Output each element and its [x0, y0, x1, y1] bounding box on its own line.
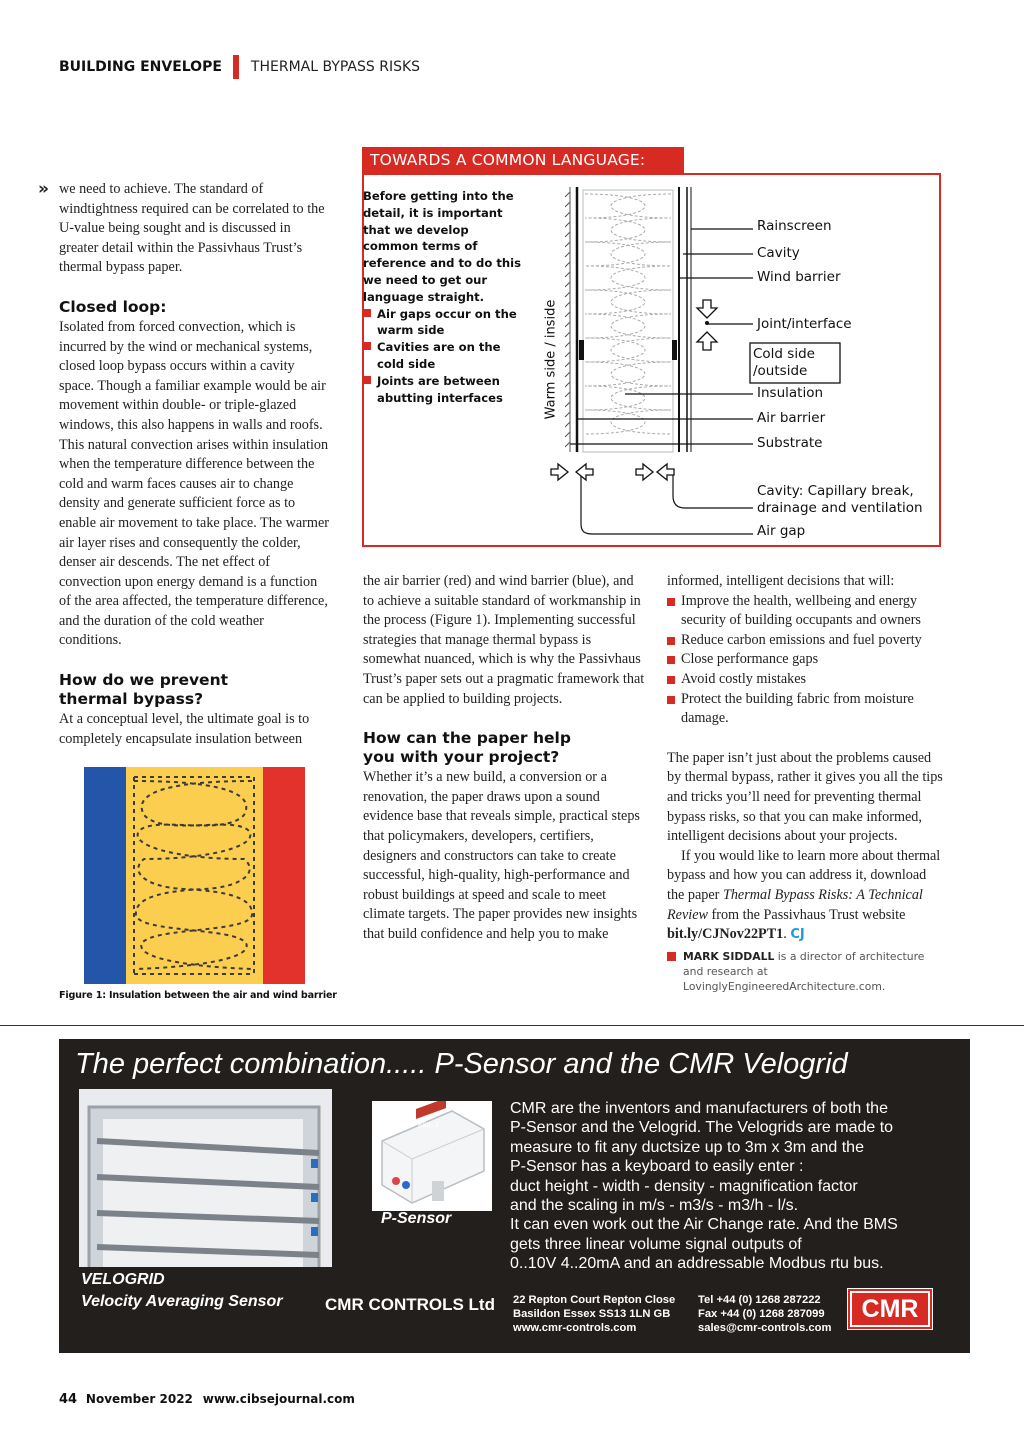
- author-bio: is a director of architecture and research at LovinglyEngineeredArchitecture.com.: [683, 949, 925, 993]
- closed-loop-heading: Closed loop:: [59, 297, 167, 316]
- sidebar-bullet: Cavities are on the cold side: [363, 339, 523, 373]
- label-insulation: Insulation: [757, 385, 824, 401]
- p-sensor-label: P-Sensor: [381, 1210, 452, 1227]
- p-sensor-image: [372, 1101, 492, 1211]
- col2-paragraph: the air barrier (red) and wind barrier (blue), and to achieve a suitable standard of workmanship in the process (Figure 1). Implementing successful strategies that manage thermal bypass is somewhat nuanced, which is why the Passivhaus Trust’s paper sets out a pragmatic framework that can be applied to building projects.: [363, 573, 645, 707]
- benefit-item: Improve the health, wellbeing and energy security of building occupants and owners: [667, 592, 945, 631]
- ad-body-line: and the scaling in m/s - m3/s - m3/h - l/s.: [510, 1197, 799, 1215]
- author-square-icon: [667, 952, 676, 961]
- ad-body-line: 0..10V 4..20mA and an addressable Modbus rtu bus.: [510, 1255, 884, 1273]
- label-drainage-ventilation: drainage and ventilation: [757, 500, 923, 516]
- issue-date: November 2022: [85, 1392, 193, 1406]
- sidebar-bullet: Joints are between abutting interfaces: [363, 373, 523, 407]
- page-number: 44: [59, 1392, 78, 1407]
- continuation-icon: »: [38, 179, 49, 199]
- label-rainscreen: Rainscreen: [757, 218, 832, 234]
- intro-paragraph: we need to achieve. The standard of windtightness required can be correlated to the U-value being sought and is discussed in greater detail within the Passivhaus Trust’s thermal bypass paper.: [59, 181, 325, 276]
- velogrid-label: VELOGRID: [81, 1271, 165, 1288]
- website-link[interactable]: www.cmr-controls.com: [513, 1322, 637, 1334]
- ad-body-line: P-Sensor and the Velogrid. The Velogrids are made to: [510, 1119, 894, 1137]
- para2-lead: If you would like to learn more about thermal bypass and how you can address it, download the paper: [667, 847, 941, 903]
- advert: [59, 1039, 970, 1353]
- sidebar-bullets: [363, 306, 523, 407]
- column-2: [363, 572, 648, 945]
- p-sensor-display: 888.8: [418, 1121, 440, 1129]
- author-bio-block: [667, 949, 945, 994]
- insulation-figure: [84, 767, 305, 984]
- ad-body-line: P-Sensor has a keyboard to easily enter :: [510, 1158, 804, 1176]
- address-line: 22 Repton Court Repton Close: [513, 1294, 676, 1306]
- benefit-item: Protect the building fabric from moisture damage.: [667, 690, 945, 729]
- velogrid-image: [79, 1089, 332, 1287]
- ad-company: CMR CONTROLS Ltd: [325, 1295, 495, 1314]
- paper-link[interactable]: bit.ly/CJNov22PT1: [667, 926, 784, 943]
- vertical-warm-side-label: Warm side / inside: [543, 299, 559, 420]
- ad-body-line: It can even work out the Air Change rate. And the BMS: [510, 1216, 898, 1234]
- sidebar-title: TOWARDS A COMMON LANGUAGE:: [362, 147, 684, 174]
- label-cold-side: Cold side: [753, 346, 815, 362]
- para2-end: .: [783, 926, 791, 943]
- ad-contact: [698, 1293, 831, 1335]
- ad-body-line: duct height - width - density - magnification factor: [510, 1177, 858, 1195]
- wall-diagram: [525, 182, 935, 542]
- fax-line: Fax +44 (0) 1268 287099: [698, 1308, 825, 1320]
- velogrid-sub: Velocity Averaging Sensor: [81, 1293, 283, 1310]
- ad-body-line: measure to fit any ductsize up to 3m x 3m and the: [510, 1138, 864, 1156]
- sidebar-bullet: Air gaps occur on the warm side: [363, 306, 523, 340]
- ad-headline: The perfect combination..... P-Sensor and the CMR Velogrid: [75, 1048, 848, 1080]
- benefit-item: Close performance gaps: [667, 650, 945, 670]
- section-label: BUILDING ENVELOPE: [59, 59, 222, 75]
- prevent-paragraph: At a conceptual level, the ultimate goal is to completely encapsulate insulation between: [59, 711, 310, 747]
- column-3: [667, 572, 945, 994]
- page-footer: [59, 1392, 355, 1407]
- header-divider: [233, 55, 239, 79]
- phone-line: Tel +44 (0) 1268 287222: [698, 1294, 821, 1306]
- label-cavity: Cavity: [757, 245, 800, 261]
- label-cavity-capillary: Cavity: Capillary break,: [757, 483, 914, 499]
- help-paragraph: Whether it’s a new build, a conversion or a renovation, the paper draws upon a sound evidence base that reveals simple, practical steps that policymakers, developers, certifiers, designers and constructors can take to create successful, high-quality, high-performance and robust buildings at speed and scale to meet climate targets. The paper provides new insights that build confidence and help you to make: [363, 769, 640, 942]
- closed-loop-paragraph: Isolated from forced convection, which is incurred by the wind or mechanical systems, closed loop bypass occurs within a cavity space. Though a familiar example would be air movement within double- or triple-glazed windows, this also happens in walls and roofs. This natural convection arises within insulation when the temperature difference between the cold and warm faces causes air to change density and generate sufficient force as to enable air movement to take place. The warmer air layer rises and consequently the colder, denser air descends. The net effect of convection upon energy demand is a function of the area affected, the temperature difference, and the duration of the cold weather conditions.: [59, 318, 329, 649]
- label-wind-barrier: Wind barrier: [757, 269, 841, 285]
- benefit-item: Avoid costly mistakes: [667, 670, 945, 690]
- ad-body-line: CMR are the inventors and manufacturers of both the: [510, 1100, 888, 1117]
- benefits-list: [667, 592, 945, 729]
- sidebar-intro-block: [363, 188, 523, 406]
- cmr-logo: [847, 1288, 933, 1330]
- prevent-heading: How do we prevent thermal bypass?: [59, 671, 229, 709]
- journal-site: www.cibsejournal.com: [202, 1392, 355, 1406]
- label-substrate: Substrate: [757, 435, 823, 451]
- column-1: [38, 180, 330, 749]
- col3-paragraph-1: The paper isn’t just about the problems caused by thermal bypass, rather it gives you all the tips and tricks you’ll need for preventing thermal bypass risks, so that you can make informed, intelligent decisions about your projects.: [667, 749, 943, 845]
- address-line: Basildon Essex SS13 1LN GB: [513, 1308, 671, 1320]
- label-air-gap: Air gap: [757, 523, 806, 539]
- para2-mid: from the Passivhaus Trust website: [707, 906, 906, 923]
- label-air-barrier: Air barrier: [757, 410, 826, 426]
- ad-body-line: gets three linear volume signal outputs of: [510, 1235, 802, 1253]
- benefit-item: Reduce carbon emissions and fuel poverty: [667, 631, 945, 651]
- running-header: [59, 56, 420, 78]
- col3-paragraph-2: [667, 847, 945, 945]
- figure-1-caption: Figure 1: Insulation between the air and wind barrier: [59, 990, 337, 1001]
- label-joint-interface: Joint/interface: [757, 316, 852, 332]
- figure-1: [84, 767, 305, 984]
- help-heading: How can the paper help you with your project?: [363, 729, 571, 767]
- ad-body: [510, 1099, 950, 1274]
- ad-separator: [0, 1025, 1024, 1026]
- ad-address: [513, 1293, 675, 1335]
- email-link[interactable]: sales@cmr-controls.com: [698, 1322, 832, 1334]
- author-name: MARK SIDDALL: [683, 949, 775, 963]
- paper-title: Thermal Bypass Risks: A Technical Review: [667, 886, 923, 923]
- sidebar-intro: Before getting into the detail, it is important that we develop common terms of reference and to do this we need to get our language straight.: [363, 189, 522, 304]
- cj-sign: CJ: [790, 927, 805, 943]
- label-cold-side-outside: /outside: [753, 363, 808, 379]
- topic-label: THERMAL BYPASS RISKS: [250, 59, 421, 75]
- cmr-logo-text: CMR: [850, 1291, 930, 1327]
- col3-intro: informed, intelligent decisions that will:: [667, 573, 895, 589]
